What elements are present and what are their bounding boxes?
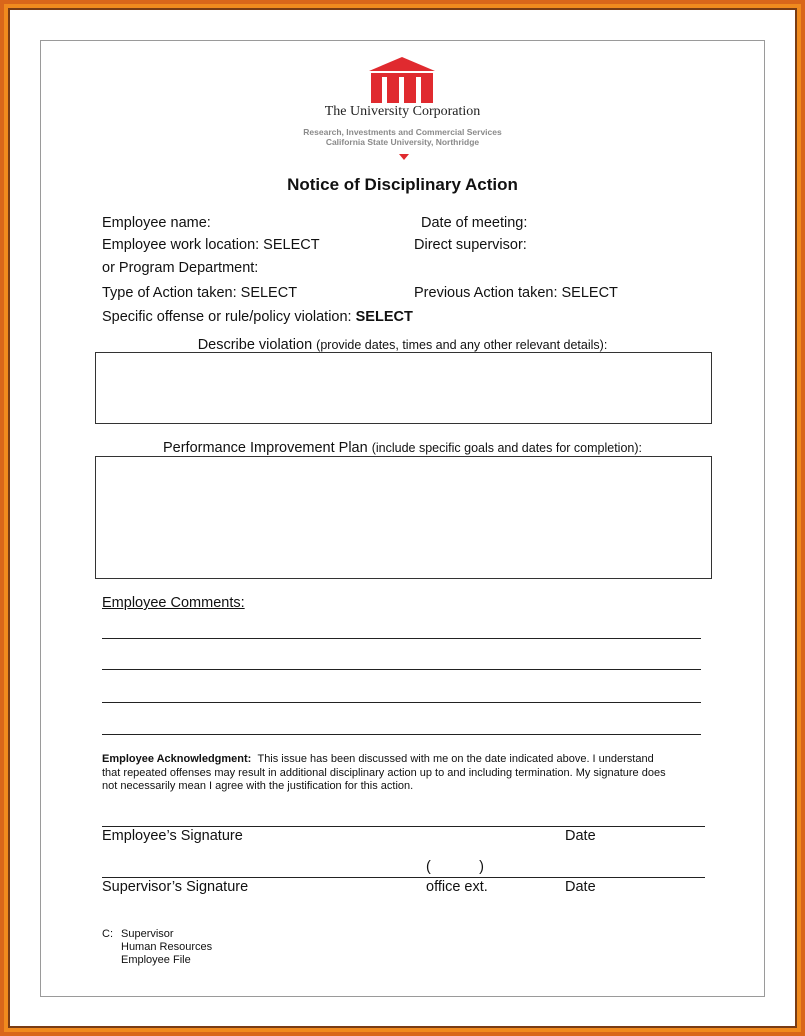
- work-location-field: Employee work location: SELECT: [102, 237, 320, 253]
- comment-line: [102, 702, 701, 703]
- copies-item: Supervisor: [121, 928, 174, 940]
- type-of-action-field: Type of Action taken: SELECT: [102, 285, 298, 301]
- extension-parens: ( ): [426, 859, 484, 875]
- direct-supervisor-label: Direct supervisor:: [414, 237, 527, 253]
- date-of-meeting-label: Date of meeting:: [421, 215, 528, 231]
- improvement-heading: [41, 440, 764, 456]
- acknowledgment-line-1: [102, 753, 654, 765]
- specific-offense-value: SELECT: [355, 309, 413, 325]
- logo-column-gap-2: [399, 77, 404, 103]
- logo-column-gap-3: [416, 77, 421, 103]
- document-page: [40, 40, 765, 997]
- improvement-label: Performance Improvement Plan: [162, 440, 368, 456]
- violation-heading: [41, 337, 764, 353]
- supervisor-signature-line: [102, 877, 705, 878]
- logo-down-arrow-icon: [399, 154, 409, 160]
- page-title: Notice of Disciplinary Action: [287, 175, 518, 194]
- org-name: The University Corporation: [324, 104, 481, 119]
- supervisor-date-label: Date: [565, 879, 596, 895]
- acknowledgment-text-1: This issue has been discussed with me on the date indicated above. I understand: [257, 753, 654, 765]
- employee-name-label: Employee name:: [102, 215, 211, 231]
- improvement-hint: (include specific goals and dates for completion):: [371, 441, 643, 455]
- acknowledgment-line-2: that repeated offenses may result in additional disciplinary action up to and including termination. My signature does: [102, 767, 666, 779]
- office-ext-label: office ext.: [426, 879, 488, 895]
- employee-date-label: Date: [565, 828, 596, 844]
- comment-line: [102, 638, 701, 639]
- program-department-label: or Program Department:: [102, 260, 259, 276]
- violation-hint: (provide dates, times and any other relevant details):: [316, 338, 608, 352]
- violation-box: [95, 352, 712, 424]
- logo-roof: [369, 57, 435, 71]
- org-subtitle-2: California State University, Northridge: [325, 137, 480, 147]
- acknowledgment-heading: Employee Acknowledgment:: [102, 753, 252, 765]
- improvement-box: [95, 456, 712, 579]
- comment-line: [102, 734, 701, 735]
- previous-action-field: Previous Action taken: SELECT: [414, 285, 618, 301]
- logo-column-gap-1: [382, 77, 387, 103]
- copies-item: Human Resources: [121, 941, 213, 953]
- violation-label: Describe violation: [197, 337, 313, 353]
- employee-signature-line: [102, 826, 705, 827]
- comment-line: [102, 669, 701, 670]
- specific-offense-field: [102, 309, 413, 325]
- specific-offense-label: Specific offense or rule/policy violation:: [102, 309, 356, 325]
- copies-prefix: C:: [102, 928, 113, 940]
- acknowledgment-line-3: not necessarily mean I agree with the justification for this action.: [102, 780, 414, 792]
- supervisor-signature-label: Supervisor’s Signature: [102, 879, 249, 895]
- comments-label: Employee Comments:: [102, 595, 245, 611]
- org-subtitle-1: Research, Investments and Commercial Services: [303, 127, 502, 137]
- copies-item: Employee File: [121, 954, 191, 966]
- university-logo: [367, 57, 437, 105]
- employee-signature-label: Employee’s Signature: [102, 828, 243, 844]
